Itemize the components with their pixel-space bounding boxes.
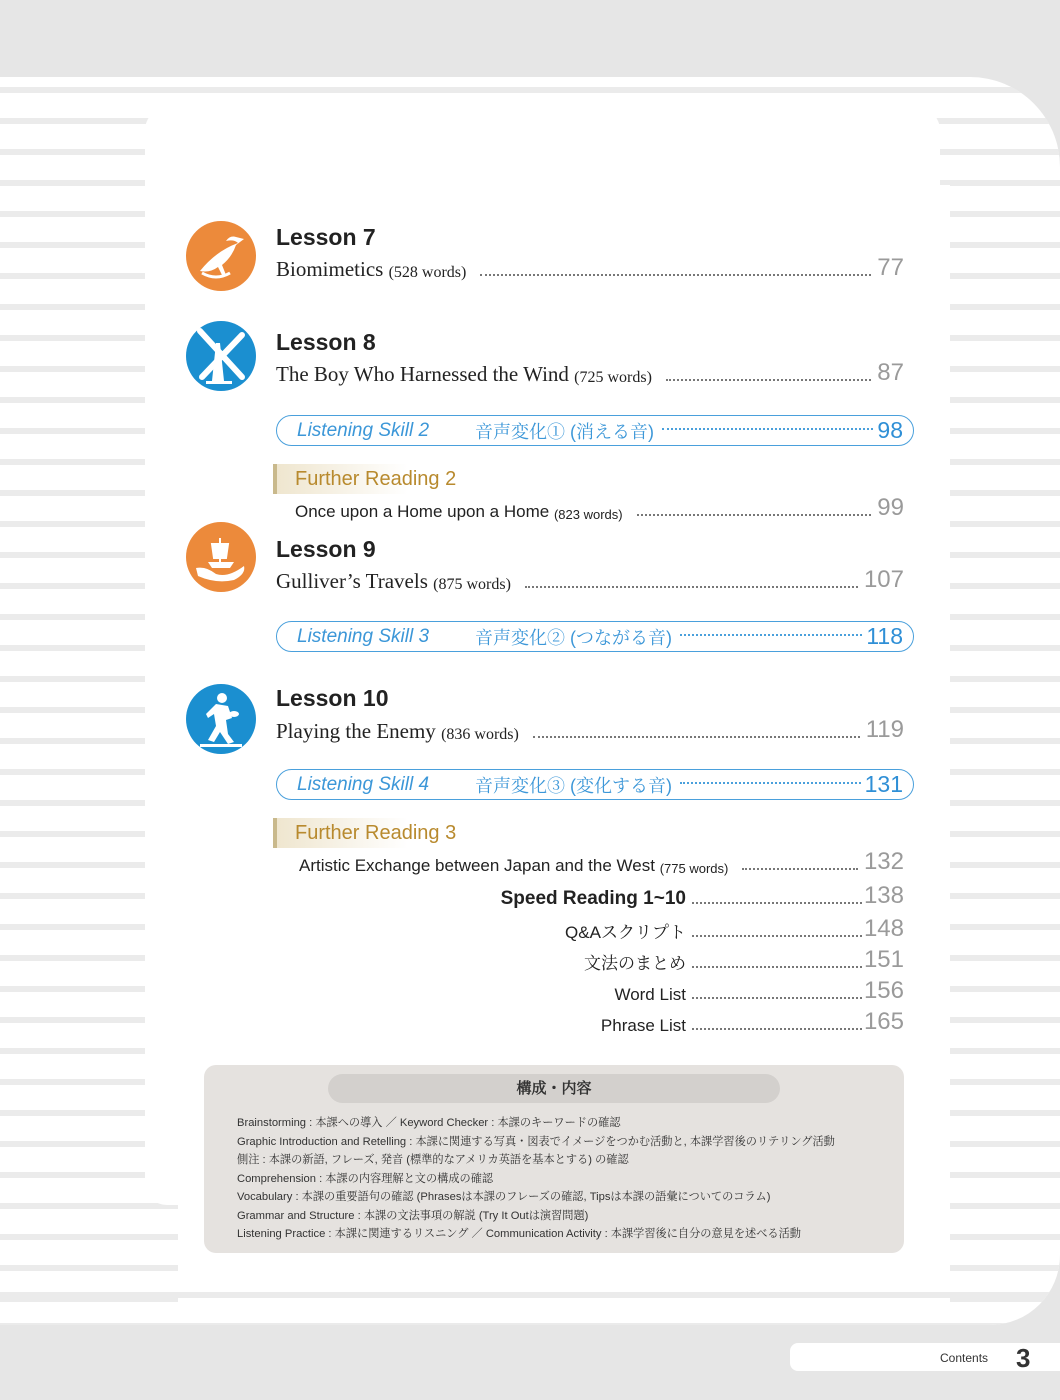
phrase-list-label: Phrase List [600,1016,686,1035]
lesson-10-page: 119 [865,716,904,743]
leader-dots [692,1028,862,1030]
leader-dots [692,935,862,937]
word-list-entry[interactable] [400,977,904,1005]
lesson-9-title: Gulliver’s Travels [276,569,428,593]
listening-skill-4-page: 131 [864,771,903,797]
lesson-8-word-count: (725 words) [574,369,652,386]
page-number: 3 [1016,1343,1031,1373]
structure-line: Grammar and Structure : 本課の文法事項の解説 (Try It Outは演習問題) [237,1209,589,1222]
lesson-8-page: 87 [877,359,904,386]
leader-dots [680,782,861,784]
lesson-10-heading: Lesson 10 [276,685,389,711]
leader-dots [742,868,858,870]
lesson-7-word-count: (528 words) [388,264,467,281]
qa-script-entry[interactable] [400,915,904,943]
lesson-9-word-count: (875 words) [433,576,511,593]
lesson-7-heading: Lesson 7 [276,224,376,250]
further-reading-3-page: 132 [863,848,904,875]
listening-skill-2-topic: 音声変化① (消える音) [475,421,654,442]
leader-dots [533,736,860,738]
leader-dots [692,966,862,968]
structure-line: Comprehension : 本課の内容理解と文の構成の確認 [237,1172,494,1185]
further-reading-3-word-count: (775 words) [659,861,729,876]
listening-skill-3-entry[interactable] [276,621,914,652]
further-reading-3-title: Artistic Exchange between Japan and the West [299,856,655,875]
further-reading-2-page: 99 [877,494,904,521]
listening-skill-4-entry[interactable] [276,769,914,800]
page-footer [790,1343,1060,1371]
lesson-7-entry[interactable] [276,254,904,282]
lesson-10-title: Playing the Enemy [276,719,436,743]
lesson-8-title: The Boy Who Harnessed the Wind [276,362,569,386]
leader-dots [692,902,862,904]
further-reading-2-word-count: (823 words) [553,507,623,522]
phrase-list-page: 165 [863,1008,904,1035]
structure-line: Graphic Introduction and Retelling : 本課に関連する写真・図表でイメージをつかむ活動と, 本課学習後のリテリング活動 [237,1135,835,1148]
word-list-label: Word List [614,985,686,1004]
speed-reading-page: 138 [863,882,904,909]
phrase-list-entry[interactable] [400,1008,904,1036]
rugby-player-icon [186,684,256,754]
qa-script-label: Q&Aスクリプト [565,923,686,942]
further-reading-2-entry[interactable] [295,494,904,522]
stripe-background-right [950,77,1060,1325]
stripe-background-bottom [0,1282,1060,1325]
listening-skill-4-name: Listening Skill 4 [297,773,430,795]
structure-info-box [204,1065,904,1253]
lesson-8-heading: Lesson 8 [276,329,376,355]
listening-skill-3-name: Listening Skill 3 [297,625,430,647]
lesson-9-entry[interactable] [276,566,904,594]
lesson-9-heading: Lesson 9 [276,536,376,562]
leader-dots [480,274,871,276]
speed-reading-entry[interactable] [400,882,904,910]
grammar-summary-label: 文法のまとめ [583,954,686,973]
lesson-10-word-count: (836 words) [441,726,519,743]
structure-box-title: 構成・内容 [328,1074,780,1103]
leader-dots [692,997,862,999]
listening-skill-2-entry[interactable] [276,415,914,446]
further-reading-3-heading: Further Reading 3 [273,818,495,848]
lesson-9-page: 107 [863,566,904,593]
listening-skill-2-name: Listening Skill 2 [297,419,430,441]
structure-line: 側注 : 本課の新語, フレーズ, 発音 (標準的なアメリカ英語を基本とする) の確認 [237,1154,629,1166]
grammar-summary-page: 151 [863,946,904,973]
further-reading-2-heading: Further Reading 2 [273,464,495,494]
listening-skill-3-topic: 音声変化② (つながる音) [475,627,672,648]
structure-line: Vocabulary : 本課の重要語句の確認 (Phrasesは本課のフレーズの確認, Tipsは本課の語彙についてのコラム) [237,1191,771,1203]
lesson-10-entry[interactable] [276,716,904,744]
structure-box-lines [237,1114,835,1244]
leader-dots [666,379,871,381]
windmill-icon [186,321,256,391]
lesson-7-page: 77 [877,254,904,281]
word-list-page: 156 [863,977,904,1004]
further-reading-2-title: Once upon a Home upon a Home [295,502,550,521]
qa-script-page: 148 [863,915,904,942]
footer-section-label: Contents [940,1351,989,1365]
leader-dots [637,514,872,516]
listening-skill-3-page: 118 [866,623,903,649]
leader-dots [662,428,873,430]
grammar-summary-entry[interactable] [400,946,904,974]
speed-reading-label: Speed Reading 1~10 [500,888,686,909]
leader-dots [525,586,858,588]
ship-in-hand-icon [186,522,256,592]
further-reading-3-entry[interactable] [299,848,904,876]
structure-line: Brainstorming : 本課への導入 ／ Keyword Checker : 本課のキーワードの確認 [237,1117,621,1129]
lesson-8-entry[interactable] [276,359,904,387]
listening-skill-4-topic: 音声変化③ (変化する音) [475,775,672,796]
lesson-7-title: Biomimetics [276,257,384,281]
listening-skill-2-page: 98 [877,417,903,443]
kingfisher-bird-icon [186,221,256,291]
leader-dots [680,634,862,636]
structure-line: Listening Practice : 本課に関連するリスニング ／ Communication Activity : 本課学習後に自分の意見を述べる活動 [237,1228,801,1240]
